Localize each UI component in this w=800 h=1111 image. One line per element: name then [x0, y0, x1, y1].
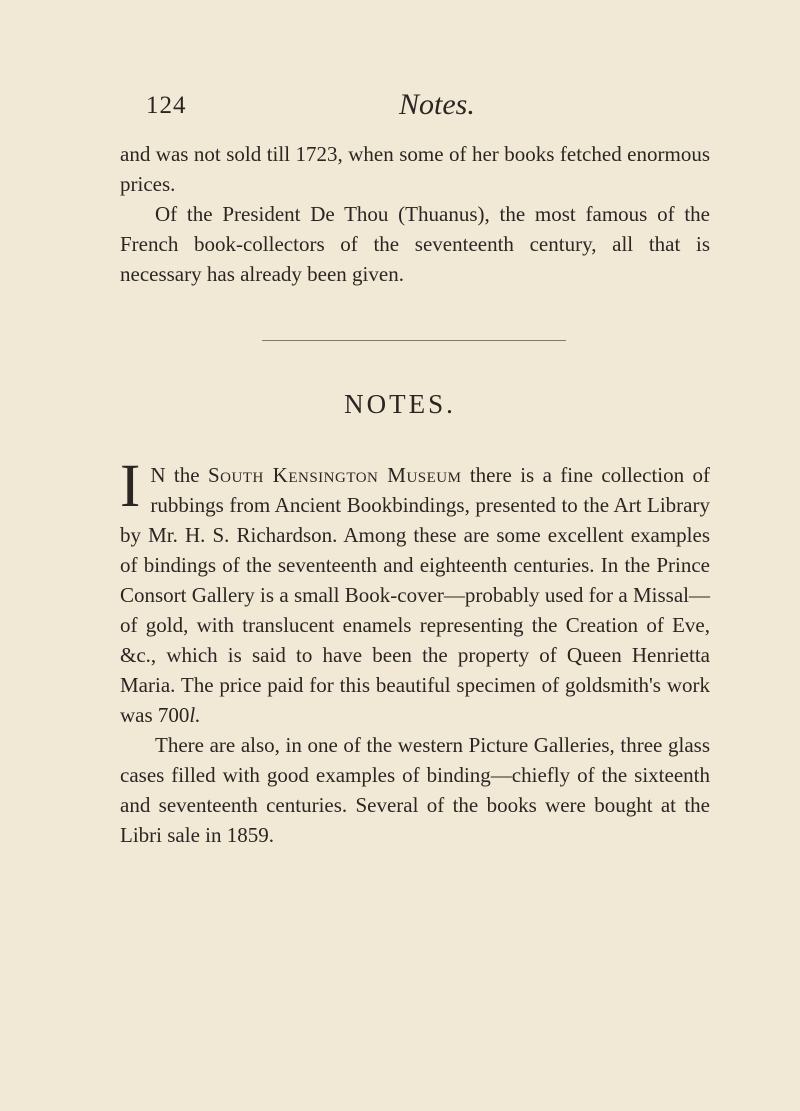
notes-text: [120, 453, 710, 850]
notes-paragraph-galleries: There are also, in one of the western Picture Galleries, three glass cases filled with good examples of binding—chiefly of the sixteenth and seventeenth centuries. Several of the books were bought at the Libri sale in 1859.: [120, 733, 710, 847]
currency-mark: l.: [189, 703, 201, 727]
running-head: [146, 88, 706, 126]
notes-paragraph-museum-text: there is a fine collection of rubbings from Ancient Bookbindings, presented to the Art Library by Mr. H. S. Richardson. Among these are some excellent examples of bindings of the seventeenth and eighteenth centuries. In the Prince Consort Gallery is a small Book-cover—probably used for a Missal—of gold, with translucent enamels representing the Creation of Eve, &c., which is said to have been the property of Queen Henrietta Maria. The price paid for this beautiful specimen of goldsmith's work was 700: [120, 463, 710, 727]
museum-name: South Kensington Museum: [207, 463, 462, 487]
running-title: Notes.: [399, 88, 475, 121]
notes-heading: NOTES.: [344, 389, 456, 419]
section-divider: [262, 340, 566, 341]
de-thou-paragraph: Of the President De Thou (Thuanus), the most famous of the French book-collectors of the seventeenth century, all that is necessary has already been given.: [120, 202, 710, 286]
page-number: 124: [146, 92, 187, 119]
opening-text: [120, 139, 710, 289]
notes-lead-in: N the: [150, 463, 200, 487]
opening-paragraph: and was not sold till 1723, when some of her books fetched enormous prices.: [120, 142, 710, 196]
notes-paragraph-museum: [120, 453, 710, 730]
drop-cap: I: [120, 453, 141, 520]
